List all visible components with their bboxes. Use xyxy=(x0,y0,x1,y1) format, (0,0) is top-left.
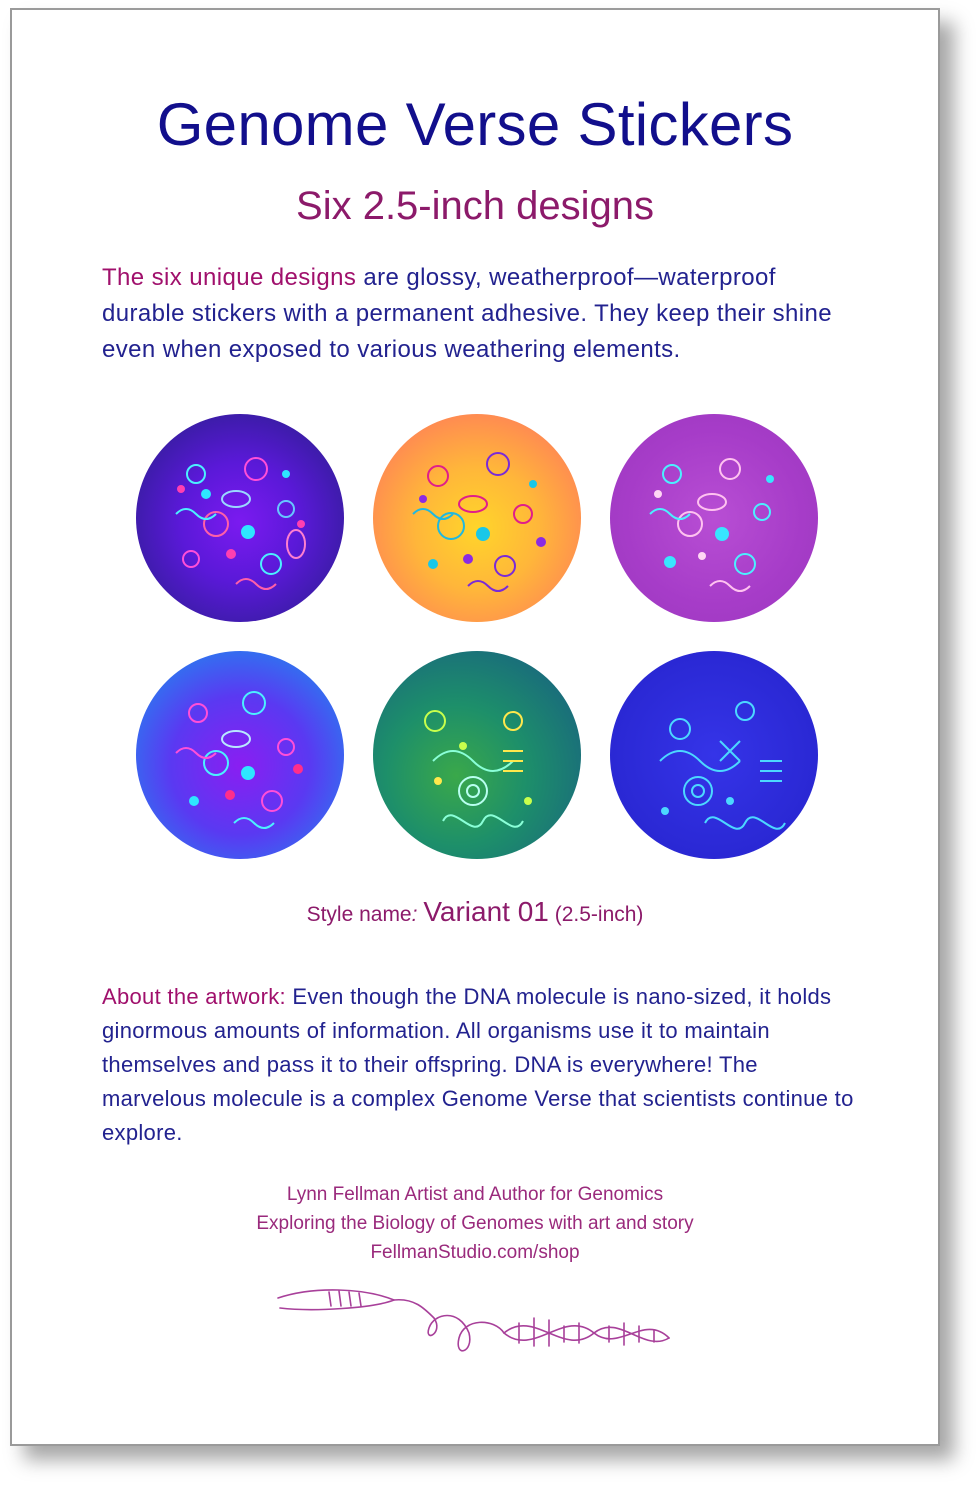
footer xyxy=(12,1180,938,1267)
dna-pattern-icon xyxy=(373,651,581,859)
intro-text: are glossy, weatherproof—waterproof durable stickers with a permanent adhesive. They keep their shine even when exposed to various weathering elements. xyxy=(102,264,832,363)
about-paragraph xyxy=(102,980,862,1150)
footer-link[interactable]: FellmanStudio.com/shop xyxy=(370,1242,580,1263)
poster-card xyxy=(10,8,940,1446)
sticker-variant-06[interactable] xyxy=(610,651,818,859)
footer-author: Lynn Fellman Artist and Author for Genomics xyxy=(286,1184,664,1205)
dna-pattern-icon xyxy=(610,651,818,859)
brush-dna-logo-icon xyxy=(274,1278,694,1378)
sticker-variant-05[interactable] xyxy=(373,651,581,859)
about-label: About the artwork: xyxy=(102,984,286,1009)
sticker-variant-03[interactable] xyxy=(610,414,818,622)
intro-highlight: The six unique designs xyxy=(102,264,357,291)
style-size: (2.5-inch) xyxy=(554,903,644,926)
page-title: Genome Verse Stickers xyxy=(156,91,794,158)
about-text: Even though the DNA molecule is nano-sized, it holds ginormous amounts of information. All organisms use it to maintain themselves and pass it to their offspring. DNA is everywhere! The marvelous molecule is a complex Genome Verse that scientists continue to explore. xyxy=(102,984,854,1145)
style-variant: Variant 01 xyxy=(423,896,549,927)
style-label: Style name xyxy=(306,903,412,926)
intro-paragraph xyxy=(102,260,862,368)
sticker-variant-01[interactable] xyxy=(136,414,344,622)
microbe-pattern-icon xyxy=(610,414,818,622)
style-colon: : xyxy=(411,903,418,926)
microbe-pattern-icon xyxy=(136,651,344,859)
microbe-pattern-icon xyxy=(136,414,344,622)
page-subtitle: Six 2.5-inch designs xyxy=(296,184,654,228)
sticker-variant-04[interactable] xyxy=(136,651,344,859)
sticker-variant-02[interactable] xyxy=(373,414,581,622)
microbe-pattern-icon xyxy=(373,414,581,622)
style-name-line xyxy=(12,896,938,928)
footer-tagline: Exploring the Biology of Genomes with art and story xyxy=(256,1213,694,1234)
